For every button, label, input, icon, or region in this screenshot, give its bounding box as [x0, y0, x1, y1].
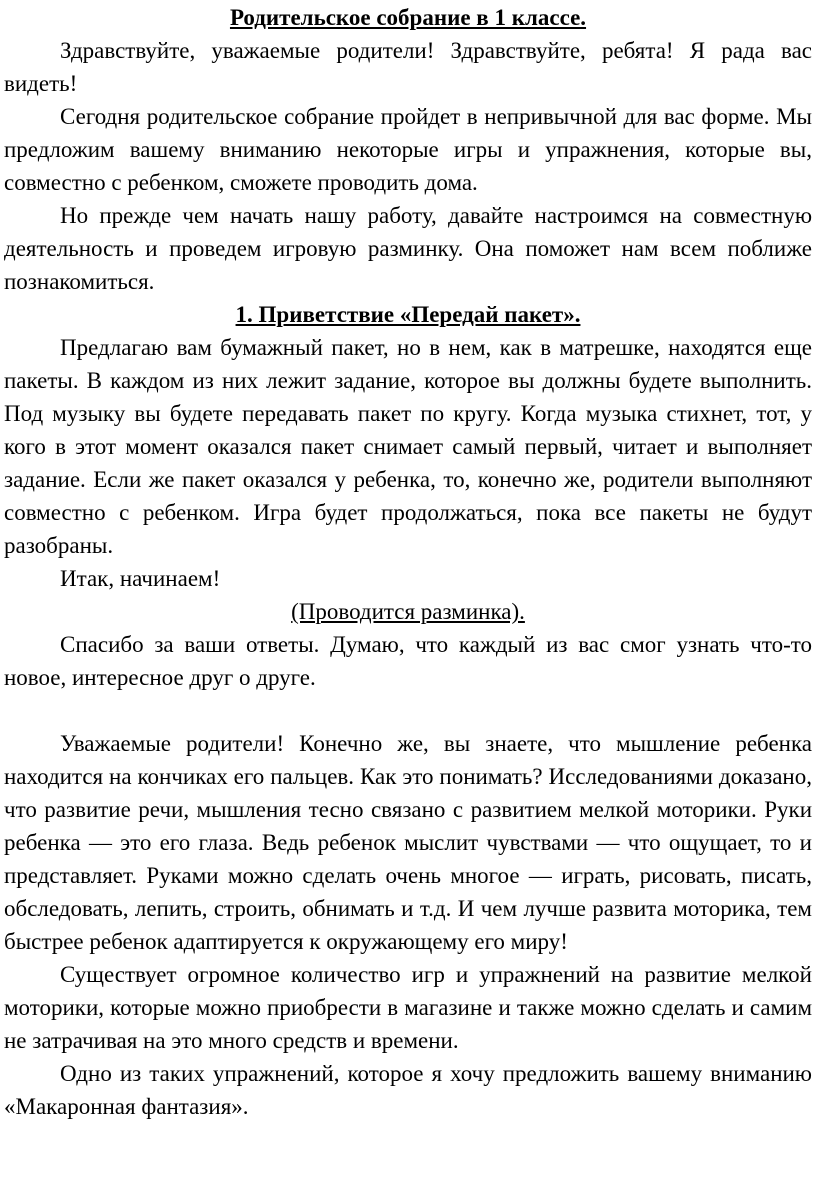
paragraph-fine-motor: Уважаемые родители! Конечно же, вы знаете, что мышление ребенка находится на кончиках его пальцев. Как это понимать? Исследованиями доказано, что развитие речи, мышления тесно связано с развитием мелкой моторики. Руки ребенка — это его глаза. Ведь ребенок мыслит чувствами — что ощущает, то и представляет. Руками можно сделать очень многое — играть, рисовать, писать, обследовать, лепить, строить, обнимать и т.д. И чем лучше развита моторика, тем быстрее ребенок адаптируется к окружающему его миру! — [4, 731, 812, 954]
paragraph-greeting: Здравствуйте, уважаемые родители! Здравствуйте, ребята! Я рада вас видеть! — [4, 38, 812, 96]
paragraph-start: Итак, начинаем! — [60, 566, 221, 591]
document-page — [0, 1, 816, 1191]
paragraph-games-exercises: Существует огромное количество игр и упражнений на развитие мелкой моторики, которые можно приобрести в магазине и также можно сделать и самим не затрачивая на это много средств и времени. — [4, 962, 812, 1053]
paragraph-macaroni-fantasy: Одно из таких упражнений, которое я хочу предложить вашему вниманию «Макаронная фантазия». — [4, 1061, 812, 1119]
warmup-note: (Проводится разминка). — [291, 599, 525, 624]
document-title: Родительское собрание в 1 классе. — [229, 5, 587, 30]
paragraph-thanks: Спасибо за ваши ответы. Думаю, что каждый из вас смог узнать что-то новое, интересное друг о друге. — [4, 632, 812, 690]
blank-line — [4, 694, 812, 727]
section-heading: 1. Приветствие «Передай пакет». — [235, 302, 581, 327]
paragraph-meeting-format: Сегодня родительское собрание пройдет в непривычной для вас форме. Мы предложим вашему вниманию некоторые игры и упражнения, которые вы, совместно с ребенком, сможете проводить дома. — [4, 104, 812, 195]
paragraph-warmup-intro: Но прежде чем начать нашу работу, давайте настроимся на совместную деятельность и проведем игровую разминку. Она поможет нам всем поближе познакомиться. — [4, 203, 812, 294]
paragraph-game-rules: Предлагаю вам бумажный пакет, но в нем, как в матрешке, находятся еще пакеты. В каждом из них лежит задание, которое вы должны будете выполнить. Под музыку вы будете передавать пакет по кругу. Когда музыка стихнет, тот, у кого в этот момент оказался пакет снимает самый первый, читает и выполняет задание. Если же пакет оказался у ребенка, то, конечно же, родители выполняют совместно с ребенком. Игра будет продолжаться, пока все пакеты не будут разобраны. — [4, 335, 812, 558]
